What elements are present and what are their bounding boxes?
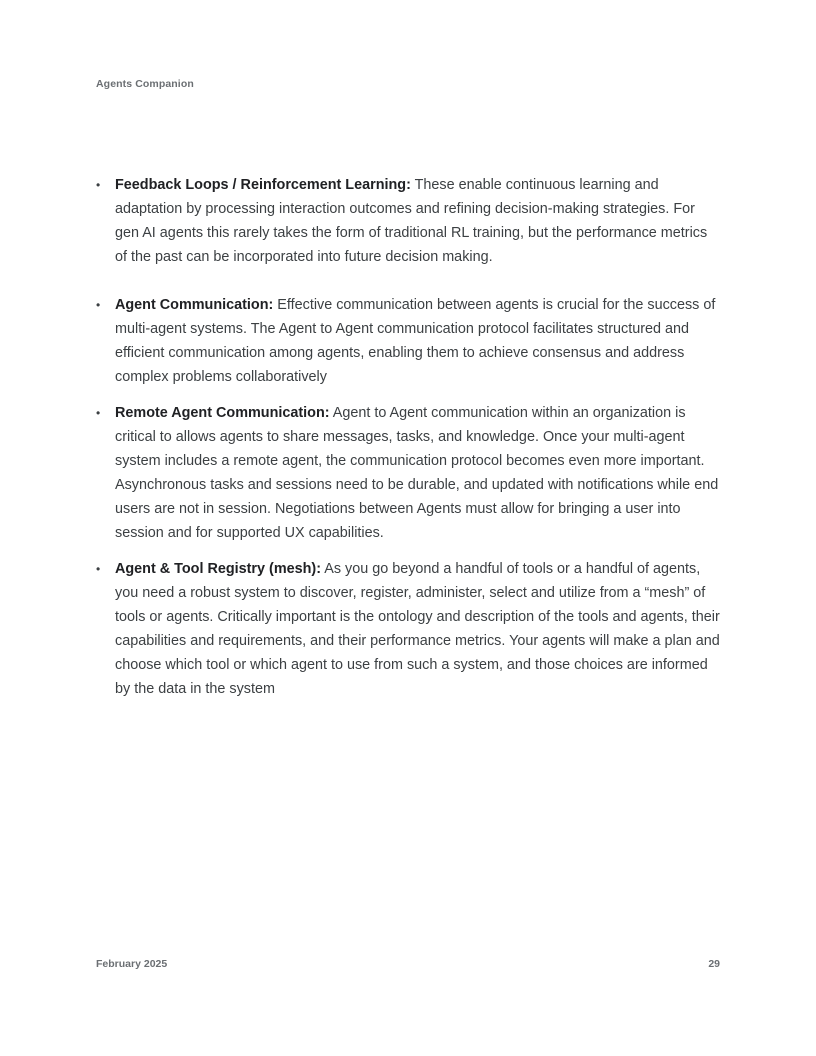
bullet-text: These enable continuous learning and adaptation by processing interaction outcomes and refining decision-making strategies. For gen AI agents this rarely takes the form of traditional RL training, but the performance metrics of the past can be incorporated into future decision making. [115, 177, 708, 265]
bullet-text: As you go beyond a handful of tools or a handful of agents, you need a robust system to discover, register, administer, select and utilize from a “mesh” of tools or agents. Critically important is the ontology and description of the tools and agents, their capabilities and requirements, and their performance metrics. Your agents will make a plan and choose which tool or which agent to use from such a system, and those choices are informed by the data in the system [115, 561, 720, 697]
bullet-body [115, 401, 722, 545]
bullet-item-agent-communication [96, 293, 722, 389]
bullet-dot: • [96, 298, 101, 312]
bullet-title: Feedback Loops / Reinforcement Learning: [115, 177, 411, 193]
bullet-title: Agent Communication: [115, 297, 274, 313]
bullet-text: Effective communication between agents is crucial for the success of multi-agent systems. The Agent to Agent communication protocol facilitates structured and efficient communication among agents, enabling them to achieve consensus and address complex problems collaboratively [115, 297, 716, 385]
bullet-body [115, 173, 722, 269]
bullet-body [115, 557, 722, 701]
bullet-title: Remote Agent Communication: [115, 405, 330, 421]
bullet-item-agent-tool-registry [96, 557, 722, 701]
bullet-item-remote-agent-communication [96, 401, 722, 545]
bullet-dot: • [96, 178, 101, 192]
bullet-dot: • [96, 406, 101, 420]
bullet-body [115, 293, 722, 389]
bullet-text: Agent to Agent communication within an organization is critical to allows agents to share messages, tasks, and knowledge. Once your multi-agent system includes a remote agent, the communication protocol becomes even more important. Asynchronous tasks and sessions need to be durable, and updated with notifications while end users are not in session. Negotiations between Agents must allow for bringing a user into session and for supported UX capabilities. [115, 405, 719, 541]
running-header: Agents Companion [96, 78, 194, 90]
bullet-dot: • [96, 562, 101, 576]
page-number: 29 [708, 958, 720, 970]
footer-date: February 2025 [96, 958, 168, 970]
bullet-title: Agent & Tool Registry (mesh): [115, 561, 322, 577]
bullet-item-feedback-loops [96, 173, 722, 269]
